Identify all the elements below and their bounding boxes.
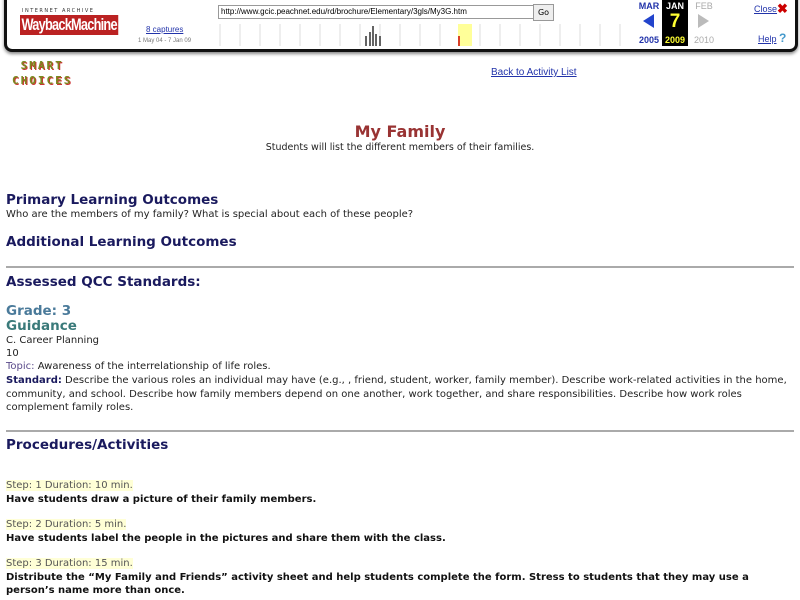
standard-number: 10 xyxy=(6,348,19,359)
step-text: Distribute the “My Family and Friends” activity sheet and help students complete the form. Stress to students that they may use a person’s name more than once. xyxy=(6,571,749,596)
smart-choices-logo: SMART CHOICES xyxy=(12,59,73,87)
url-input[interactable]: http://www.gcic.peachnet.edu/rd/brochure/Elementary/3gls/My3G.htm xyxy=(218,5,534,19)
topic xyxy=(6,360,791,374)
standard-label: Standard: xyxy=(6,375,62,386)
next-arrow-icon xyxy=(698,14,709,28)
qcc-heading: Assessed QCC Standards: xyxy=(6,274,201,290)
step-text: Have students label the people in the pictures and share them with the class. xyxy=(6,532,446,544)
divider xyxy=(6,430,794,432)
subject-label: Guidance xyxy=(6,318,77,334)
step-label: Step: 2 Duration: 5 min. xyxy=(6,519,127,530)
step-1 xyxy=(6,479,791,506)
help-icon[interactable]: ? xyxy=(779,31,787,45)
standard-text: Describe the various roles an individual may have (e.g., , friend, student, worker, family member). Describe work-related activities in the home, community, and school. Describe how family members depend on one another, work together, and share responsibilities. Describe how work roles complement family roles. xyxy=(6,375,787,413)
captures-link[interactable]: 8 captures xyxy=(146,25,184,34)
back-to-activity-list-link[interactable]: Back to Activity List xyxy=(491,67,577,78)
topic-label: Topic: xyxy=(6,361,35,372)
topic-text: Awareness of the interrelationship of life roles. xyxy=(37,361,271,372)
wayback-logo[interactable]: WaybackMachine xyxy=(21,15,117,34)
current-day: 7 xyxy=(669,11,681,32)
page-title: My Family xyxy=(354,122,446,141)
close-icon[interactable]: ✖ xyxy=(777,1,788,16)
grade-label: Grade: 3 xyxy=(6,303,72,319)
step-text: Have students draw a picture of their family members. xyxy=(6,493,317,505)
help-link[interactable]: Help xyxy=(758,34,777,44)
standard xyxy=(6,374,791,415)
current-year-highlight xyxy=(458,24,472,46)
step-label: Step: 3 Duration: 15 min. xyxy=(6,558,133,569)
close-link[interactable]: Close xyxy=(754,4,778,14)
prev-month[interactable]: MAR xyxy=(638,1,660,11)
next-month: FEB xyxy=(695,1,713,11)
additional-outcomes-heading: Additional Learning Outcomes xyxy=(6,234,237,250)
step-3 xyxy=(6,557,791,598)
procedures-heading: Procedures/Activities xyxy=(6,437,169,453)
capture-range: 1 May 04 - 7 Jan 09 xyxy=(138,38,192,44)
internet-archive-label: INTERNET ARCHIVE xyxy=(22,8,95,14)
step-2 xyxy=(6,518,791,545)
prev-arrow-icon[interactable] xyxy=(643,14,654,28)
prev-year[interactable]: 2005 xyxy=(638,35,660,45)
strand: C. Career Planning xyxy=(6,335,100,346)
current-year: 2009 xyxy=(664,35,686,45)
page-subtitle: Students will list the different members of their families. xyxy=(265,142,535,153)
primary-outcomes-text: Who are the members of my family? What is special about each of these people? xyxy=(6,209,414,220)
primary-outcomes-heading: Primary Learning Outcomes xyxy=(6,192,219,208)
capture-timeline[interactable] xyxy=(200,24,630,46)
step-label: Step: 1 Duration: 10 min. xyxy=(6,480,133,491)
next-year: 2010 xyxy=(693,35,715,45)
go-button[interactable]: Go xyxy=(533,4,554,21)
current-month: JAN xyxy=(665,1,684,11)
divider xyxy=(6,266,794,268)
